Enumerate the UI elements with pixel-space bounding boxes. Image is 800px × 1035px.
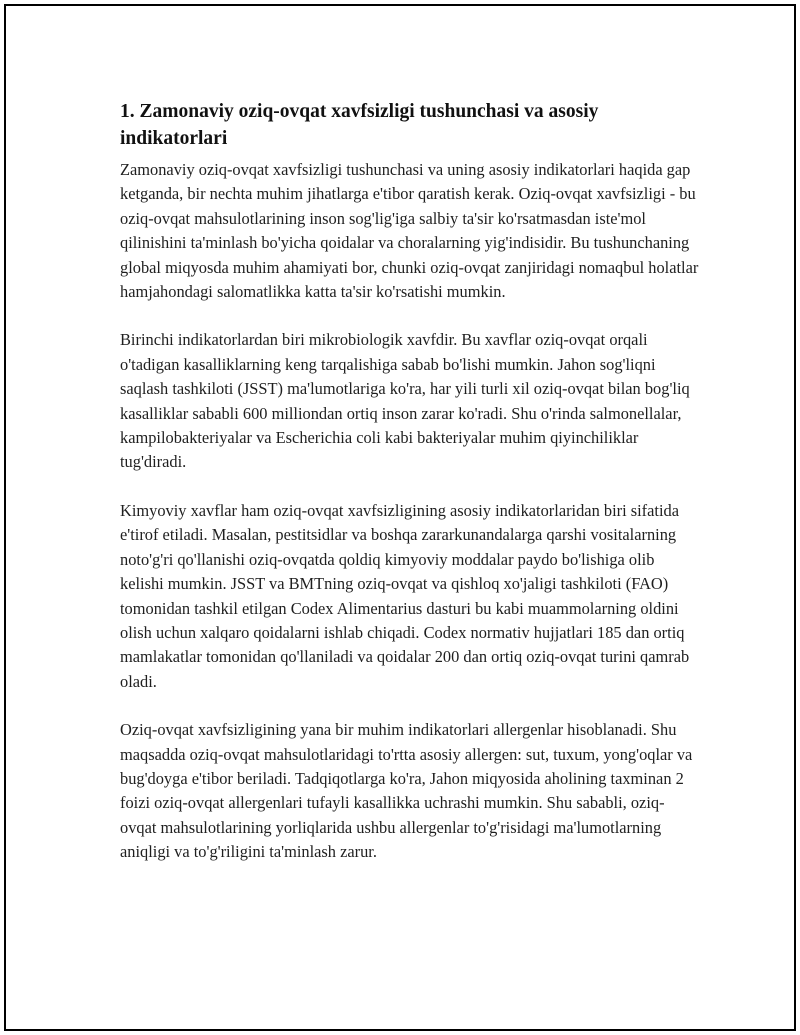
section-heading: 1. Zamonaviy oziq-ovqat xavfsizligi tushunchasi va asosiy indikatorlari <box>120 101 599 149</box>
paragraph-allergens: Oziq-ovqat xavfsizligining yana bir muhim indikatorlari allergenlar hisoblanadi. Shu maqsadda oziq-ovqat mahsulotlaridagi to'rtta asosiy allergen: sut, tuxum, yong'oqlar va bug'doyga e'tibor beriladi. Tadqiqotlarga ko'ra, Jahon miqyosida aholining taxminan 2 foizi oziq-ovqat allergenlari tufayli kasallikka uchrashi mumkin. Shu sababli, oziq-ovqat mahsulotlarining yorliqlarida ushbu allergenlar to'g'risidagi ma'lumotlarning aniqligi va to'g'riligini ta'minlash zarur. <box>120 720 693 862</box>
page-frame <box>4 4 796 1031</box>
paragraph-chemical: Kimyoviy xavflar ham oziq-ovqat xavfsizligining asosiy indikatorlaridan biri sifatida e'tirof etiladi. Masalan, pestitsidlar va boshqa zararkunandalarga qarshi vositalarning noto'g'ri qo'llanishi oziq-ovqatda qoldiq kimyoviy moddalar paydo bo'lishiga olib kelishi mumkin. JSST va BMTning oziq-ovqat va qishloq xo'jaligi tashkiloti (FAO) tomonidan tashkil etilgan Codex Alimentarius dasturi bu kabi muammolarning oldini olish uchun xalqaro qoidalarni ishlab chiqadi. Codex normativ hujjatlari 185 dan ortiq mamlakatlar tomonidan qo'llaniladi va qoidalar 200 dan ortiq oziq-ovqat turini qamrab oladi. <box>120 500 690 691</box>
paragraph-microbiological: Birinchi indikatorlardan biri mikrobiologik xavfdir. Bu xavflar oziq-ovqat orqali o'tadigan kasalliklarning keng tarqalishiga sabab bo'lishi mumkin. Jahon sog'liqni saqlash tashkiloti (JSST) ma'lumotlariga ko'ra, har yili turli xil oziq-ovqat bilan bog'liq kasalliklar sababli 600 milliondan ortiq inson zarar ko'radi. Shu o'rinda salmonellalar, kampilobakteriyalar va Escherichia coli kabi bakteriyalar muhim qiyinchiliklar tug'diradi. <box>120 330 690 472</box>
paragraph-intro: Zamonaviy oziq-ovqat xavfsizligi tushunchasi va uning asosiy indikatorlari haqida gap ketganda, bir nechta muhim jihatlarga e'tibor qaratish kerak. Oziq-ovqat xavfsizligi - bu oziq-ovqat mahsulotlarining inson sog'lig'iga salbiy ta'sir ko'rsatmasdan iste'mol qilinishini ta'minlash bo'yicha qoidalar va choralarning yig'indisidir. Bu tushunchaning global miqyosda muhim ahamiyati bor, chunki oziq-ovqat zanjiridagi nomaqbul holatlar hamjahondagi salomatlikka katta ta'sir ko'rsatishi mumkin. <box>120 160 699 302</box>
document-body <box>120 98 700 889</box>
